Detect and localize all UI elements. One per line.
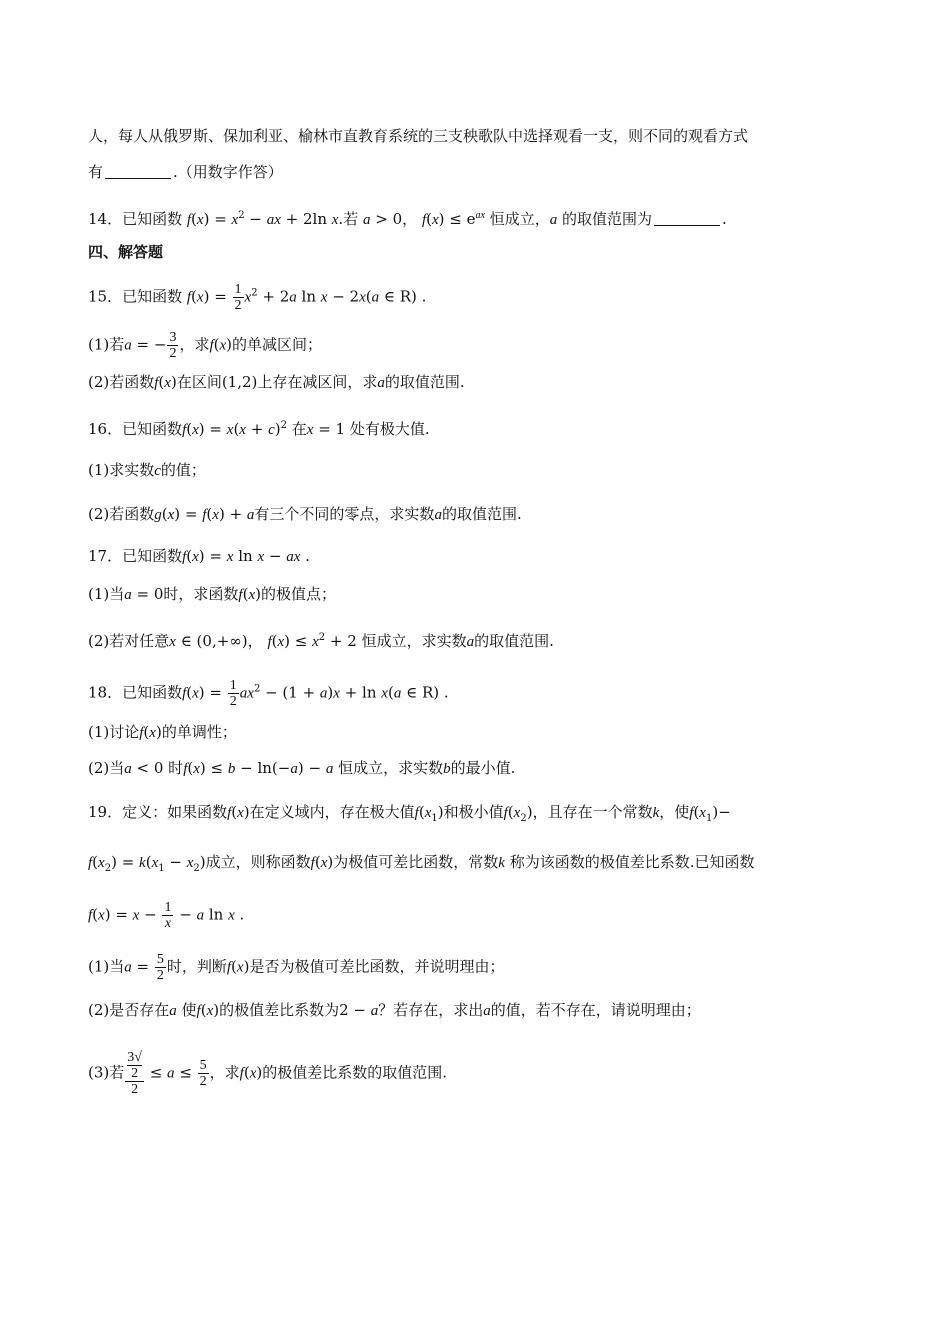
- question-19-part-2: (2)是否存在a 使f(x)的极值差比系数为2 − a？若存在，求出a的值，若不存在，请说明理由；: [88, 1001, 701, 1019]
- text: (2)当: [88, 759, 125, 777]
- question-18-part-1: (1)讨论f(x)的单调性；: [88, 723, 237, 741]
- text: ，: [402, 210, 418, 228]
- text: (1)当: [88, 585, 125, 603]
- text: 和极小值: [443, 803, 504, 821]
- text: 时: [168, 759, 184, 777]
- question-19-line-2: $f(x_2) = k(x_1 - x_2)$成立，则称函数f(x)为极值可差比函数，常数k 称为该函数的极值差比系数.已知函数: [88, 853, 755, 874]
- answer-blank[interactable]: [105, 164, 171, 179]
- text: 的单调性；: [161, 723, 237, 741]
- text: 称为该函数的极值差比系数.已知函数: [509, 853, 755, 871]
- text: .（用数字作答）: [173, 163, 283, 181]
- text: 处有极大值.: [349, 420, 430, 438]
- text: (1)讨论: [88, 723, 140, 741]
- question-16-part-2: (2)若函数g(x) = f(x) + a有三个不同的零点，求实数a的取值范围.: [88, 505, 522, 523]
- question-19: 19．定义：如果函数f(x)在定义域内，存在极大值$f(x_1)$和极小值$f(x_2)$，且存在一个常数k，使$f(x_1)-$: [88, 803, 731, 824]
- text: 时，求函数: [163, 585, 239, 603]
- text: (1)若: [88, 335, 125, 354]
- text: 成立，则称函数: [205, 853, 311, 871]
- section-heading: [88, 242, 163, 262]
- text: ，且存在一个常数: [532, 803, 653, 821]
- text: ，: [247, 632, 263, 650]
- text: ？若存在，求出: [378, 1001, 484, 1019]
- text: .若: [338, 210, 359, 228]
- text: 的取值范围.: [441, 505, 522, 523]
- continuation-line: [88, 126, 748, 146]
- text: 恒成立，求实数: [338, 759, 444, 777]
- text: (2)是否存在: [88, 1001, 170, 1019]
- text: 为极值可差比函数，常数: [333, 853, 499, 871]
- question-15-part-1: (1)若a = − $\frac{3}{2}$ ，求f(x)的单减区间；: [88, 330, 323, 361]
- text: 在定义域内，存在极大值: [249, 803, 415, 821]
- text: 有: [88, 163, 104, 181]
- question-15-part-2: (2)若函数f(x)在区间(1,2)上存在减区间，求a的取值范围.: [88, 373, 465, 391]
- text: 恒成立，求实数: [361, 632, 467, 650]
- text: (1)求实数: [88, 461, 155, 479]
- text: ，求: [179, 335, 210, 354]
- text: 19．定义：如果函数: [88, 803, 228, 821]
- question-17-part-1: (1)当a = 0时，求函数f(x)的极值点；: [88, 585, 336, 603]
- text: .: [722, 210, 727, 228]
- text: 的极值点；: [260, 585, 336, 603]
- text: 的极值差比系数的取值范围.: [262, 1063, 448, 1082]
- text: 的最小值.: [450, 759, 516, 777]
- text: 时，判断: [166, 957, 227, 976]
- text: 恒成立，: [489, 210, 550, 228]
- question-17: 17．已知函数f(x) = x ln x − ax .: [88, 547, 310, 565]
- question-14: 14．已知函数 $f(x) = x^2$ − ax + 2ln x.若 a > 0， $f(x) \le e^{ax}$ 恒成立，a 的取值范围为 .: [88, 210, 727, 228]
- question-18: 18．已知函数f(x) = $\frac{1}{2}$ $ax^2 - (1 + a)x + \ln x(a$ ∈ R) .: [88, 678, 449, 709]
- text: 的取值范围.: [384, 373, 465, 391]
- text: (2)若对任意: [88, 632, 170, 650]
- math: f: [186, 212, 192, 228]
- text: 的值，若不存在，请说明理由；: [490, 1001, 701, 1019]
- text: 18．已知函数: [88, 683, 183, 702]
- text: ，求: [209, 1063, 240, 1082]
- question-15: 15．已知函数 f(x) = $\frac{1}{2}$ $x^2 + 2a$ ln x − 2x(a ∈ R) .: [88, 282, 427, 313]
- text: 16．已知函数: [88, 420, 183, 438]
- question-19-line-3: f(x) = x − $\frac{1}{x}$ − a ln x .: [88, 900, 245, 931]
- text: 四、解答题: [88, 243, 164, 261]
- question-18-part-2: (2)当a < 0 时f(x) ≤ b − ln(−a) − a 恒成立，求实数b的最小值.: [88, 759, 516, 777]
- question-16-part-1: (1)求实数c的值；: [88, 461, 206, 479]
- text: 上存在减区间，求: [257, 373, 378, 391]
- text: ，使: [659, 803, 690, 821]
- text: (1)当: [88, 957, 125, 976]
- text: 在: [291, 420, 307, 438]
- text: 的极值差比系数为: [219, 1001, 340, 1019]
- text: 的单减区间；: [232, 335, 323, 354]
- text: 15．已知函数: [88, 287, 183, 306]
- question-17-part-2: (2)若对任意x ∈ (0,+∞)， $f(x) \le x^2 + 2$ 恒成立，求实数a的取值范围.: [88, 632, 554, 650]
- text: (2)若函数: [88, 373, 155, 391]
- question-19-part-1: (1)当a = $\frac{5}{2}$ 时，判断f(x)是否为极值可差比函数，并说明理由；: [88, 952, 505, 983]
- text: (3)若: [88, 1063, 125, 1082]
- text: 的值；: [160, 461, 206, 479]
- text: 在区间: [176, 373, 222, 391]
- text: 17．已知函数: [88, 547, 183, 565]
- question-19-part-3: (3)若 3√ 2 2 ≤ a ≤ $\frac{5}{2}$ ，求f(x)的极值差比系数的取值范围.: [88, 1050, 448, 1097]
- text: 人，每人从俄罗斯、保加利亚、榆林市直教育系统的三支秧歌队中选择观看一支，则不同的观看方式: [88, 127, 749, 145]
- text: 的取值范围.: [474, 632, 554, 650]
- text: 有三个不同的零点，求实数: [254, 505, 435, 523]
- text: 14．已知函数: [88, 210, 183, 228]
- text: 使: [181, 1001, 197, 1019]
- text: 是否为极值可差比函数，并说明理由；: [249, 957, 505, 976]
- text: 的取值范围为: [562, 210, 653, 228]
- text: (2)若函数: [88, 505, 155, 523]
- answer-blank-line: [88, 162, 283, 182]
- answer-blank[interactable]: [654, 211, 720, 226]
- question-16: 16．已知函数$f(x) = x(x + c)^2$ 在x = 1 处有极大值.: [88, 420, 430, 438]
